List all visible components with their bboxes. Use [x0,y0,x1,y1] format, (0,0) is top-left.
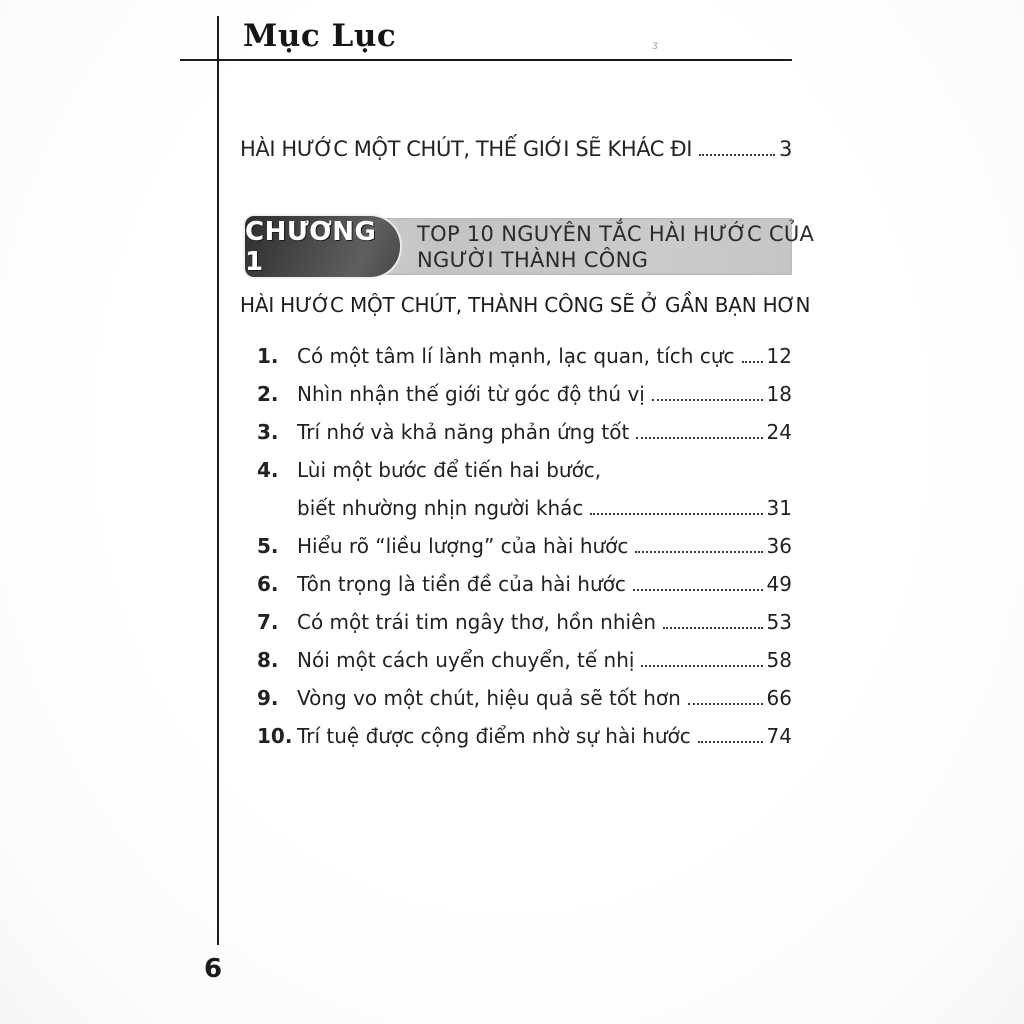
folio-page-number: 6 [204,954,223,984]
dotted-leader [742,361,763,363]
dotted-leader [663,627,762,629]
toc-entry-title: Trí tuệ được cộng điểm nhờ sự hài hước [297,724,691,748]
dotted-leader [635,551,762,553]
toc-entry-title: Trí nhớ và khả năng phản ứng tốt [297,420,630,444]
toc-entry-4-line1 [257,451,792,489]
toc-intro-title: HÀI HƯỚC MỘT CHÚT, THẾ GIỚI SẼ KHÁC ĐI [240,137,693,161]
toc-entry-page-number: 66 [766,686,792,710]
dotted-leader [633,589,763,591]
page-margin-rule-vertical [217,16,219,945]
toc-entry-title: Hiểu rõ “liều lượng” của hài hước [297,534,629,558]
toc-entry-title: Có một tâm lí lành mạnh, lạc quan, tích cực [297,344,735,368]
toc-entry-number: 1. [257,344,279,368]
toc-entry-8 [257,641,792,679]
toc-entry-page-number: 36 [766,534,792,558]
toc-entry-6 [257,565,792,603]
toc-entry-3 [257,413,792,451]
toc-entry-page-number: 31 [766,496,792,520]
toc-entry-10 [257,717,792,755]
header-rule-horizontal [180,59,792,61]
toc-entry-page-number: 18 [766,382,792,406]
dotted-leader [590,513,762,515]
toc-entry-number: 6. [257,572,279,596]
chapter-title [417,221,814,273]
toc-entry-page-number: 58 [766,648,792,672]
toc-entry-4 [257,451,792,527]
toc-intro-entry [240,134,792,164]
toc-entry-title: Có một trái tim ngây thơ, hồn nhiên [297,610,657,634]
toc-entry-4-line2 [297,489,792,527]
toc-entry-number: 10. [257,724,293,748]
toc-intro-page-number: 3 [779,137,792,161]
dotted-leader [652,399,763,401]
toc-entry-9 [257,679,792,717]
toc-entry-number: 5. [257,534,279,558]
toc-entry-number: 4. [257,458,279,482]
toc-entry-title: Nói một cách uyển chuyển, tế nhị [297,648,635,672]
toc-entry-number: 9. [257,686,279,710]
toc-list [257,337,792,755]
toc-entry-title: Lùi một bước để tiến hai bước, [297,458,602,482]
chapter-badge [245,216,400,277]
toc-entry-page-number: 53 [766,610,792,634]
dotted-leader [641,665,762,667]
toc-entry-2 [257,375,792,413]
toc-entry-1 [257,337,792,375]
toc-entry-title-continued: biết nhường nhịn người khác [297,496,584,520]
chapter-title-line2: NGƯỜI THÀNH CÔNG [417,248,649,272]
toc-entry-title: Nhìn nhận thế giới từ góc độ thú vị [297,382,645,406]
page-title: Mục Lục [243,18,397,54]
chapter-title-line1: TOP 10 NGUYÊN TẮC HÀI HƯỚC CỦA [417,222,815,246]
dotted-leader [698,741,763,743]
toc-entry-5 [257,527,792,565]
scan-artifact-mark: ᴣ [650,37,660,53]
toc-entry-page-number: 49 [766,572,792,596]
dotted-leader [688,703,763,705]
chapter-banner [245,216,815,277]
toc-entry-page-number: 24 [766,420,792,444]
toc-entry-title: Vòng vo một chút, hiệu quả sẽ tốt hơn [297,686,681,710]
toc-entry-title: Tôn trọng là tiền đề của hài hước [297,572,626,596]
toc-entry-page-number: 74 [766,724,792,748]
toc-entry-number: 2. [257,382,279,406]
chapter-badge-label: CHƯƠNG 1 [245,216,377,277]
toc-entry-number: 7. [257,610,279,634]
toc-entry-7 [257,603,792,641]
dotted-leader [699,154,775,156]
toc-entry-number: 8. [257,648,279,672]
toc-entry-number: 3. [257,420,279,444]
dotted-leader [636,437,762,439]
chapter-subtitle: HÀI HƯỚC MỘT CHÚT, THÀNH CÔNG SẼ Ở GẦN BẠN HƠN [240,293,811,317]
toc-entry-page-number: 12 [766,344,792,368]
